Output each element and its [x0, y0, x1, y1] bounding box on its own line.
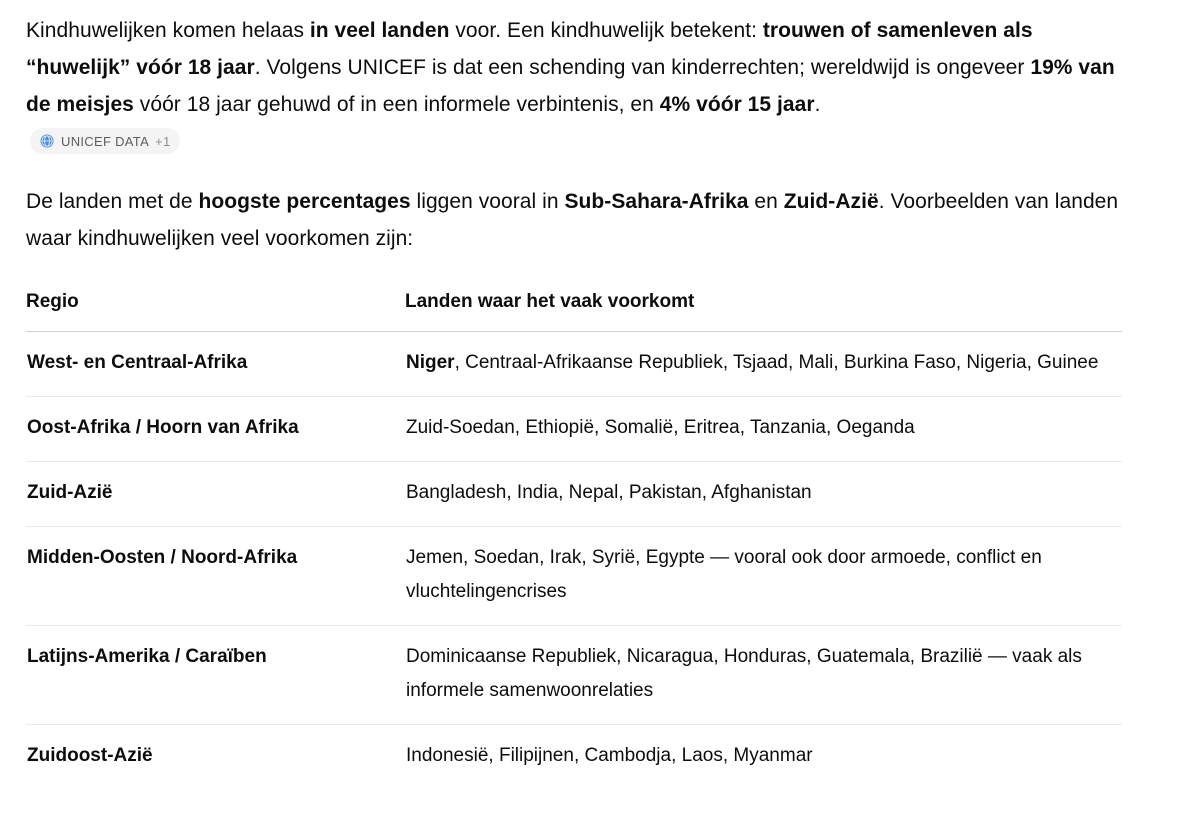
- bold-text: Niger: [406, 352, 455, 373]
- bold-text: 4% vóór 15 jaar: [659, 93, 815, 116]
- text-span: voor. Een kindhuwelijk betekent:: [449, 19, 763, 42]
- region-cell: Oost-Afrika / Hoorn van Afrika: [26, 397, 405, 462]
- region-cell: Midden-Oosten / Noord-Afrika: [26, 527, 405, 626]
- countries-cell: [405, 725, 1122, 790]
- regions-table: [26, 289, 1122, 789]
- table-row: [26, 462, 1122, 527]
- countries-cell: [405, 397, 1122, 462]
- source-label: UNICEF DATA: [61, 133, 150, 149]
- text-span: Kindhuwelijken komen helaas: [26, 19, 310, 42]
- intro-paragraph: [26, 0, 1126, 123]
- table-row: [26, 332, 1122, 397]
- bold-text: in veel landen: [309, 19, 450, 42]
- text-span: .: [814, 93, 821, 116]
- text-span: . Voorbeelden van landen waar kindhuwelijken veel voorkomen zijn:: [26, 190, 1119, 250]
- source-citation-chip[interactable]: [30, 128, 180, 154]
- countries-cell: [405, 527, 1122, 626]
- source-row: [26, 128, 1148, 154]
- table-row: [26, 626, 1122, 725]
- globe-icon: [40, 134, 54, 148]
- text-span: De landen met de: [26, 190, 199, 213]
- table-row: [26, 397, 1122, 462]
- countries-cell: [405, 626, 1122, 725]
- countries-cell: [405, 332, 1122, 397]
- table-row: [26, 725, 1122, 790]
- text-span: Bangladesh, India, Nepal, Pakistan, Afghanistan: [406, 482, 812, 503]
- text-span: Dominicaanse Republiek, Nicaragua, Honduras, Guatemala, Brazilië — vaak als informele samenwoonrelaties: [406, 646, 1082, 701]
- table-header-row: [26, 289, 1122, 332]
- text-span: liggen vooral in: [410, 190, 565, 213]
- text-span: Jemen, Soedan, Irak, Syrië, Egypte — vooral ook door armoede, conflict en vluchtelingencrises: [406, 547, 1042, 602]
- text-span: . Volgens UNICEF is dat een schending van kinderrechten; wereldwijd is ongeveer: [254, 56, 1031, 79]
- regions-paragraph: [26, 183, 1126, 257]
- region-cell: Zuid-Azië: [26, 462, 405, 527]
- region-cell: Latijns-Amerika / Caraïben: [26, 626, 405, 725]
- bold-text: 19% van de meisjes: [26, 56, 1115, 116]
- bold-text: Sub-Sahara-Afrika: [564, 190, 749, 213]
- countries-cell: [405, 462, 1122, 527]
- header-countries: Landen waar het vaak voorkomt: [405, 289, 1122, 332]
- bold-text: hoogste percentages: [198, 190, 411, 213]
- region-cell: Zuidoost-Azië: [27, 745, 153, 766]
- text-span: en: [748, 190, 784, 213]
- source-more-count: +1: [155, 133, 171, 149]
- region-cell: West- en Centraal-Afrika: [26, 332, 405, 397]
- table-row: [26, 527, 1122, 626]
- text-span: Indonesië, Filipijnen, Cambodja, Laos, Myanmar: [406, 745, 813, 766]
- text-span: , Centraal-Afrikaanse Republiek, Tsjaad, Mali, Burkina Faso, Nigeria, Guinee: [454, 352, 1099, 373]
- bold-text: trouwen of samenleven als “huwelijk” vóór 18 jaar: [26, 19, 1033, 79]
- text-span: Zuid-Soedan, Ethiopië, Somalië, Eritrea, Tanzania, Oeganda: [406, 417, 915, 438]
- bold-text: Zuid-Azië: [783, 190, 879, 213]
- text-span: vóór 18 jaar gehuwd of in een informele verbintenis, en: [133, 93, 660, 116]
- header-region: Regio: [26, 289, 405, 332]
